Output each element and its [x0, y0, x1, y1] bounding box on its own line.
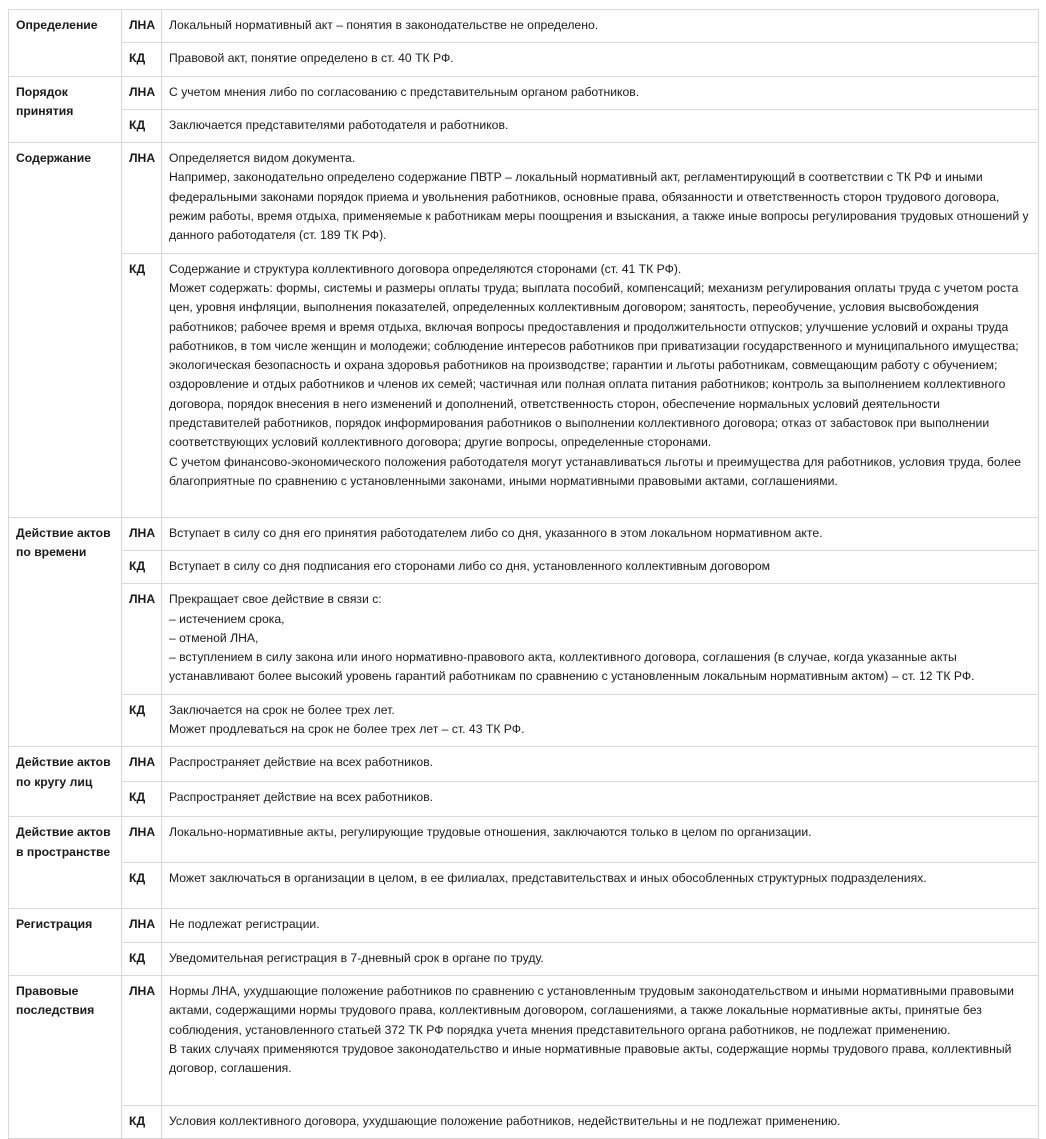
- table-row: [9, 909, 1039, 942]
- section-title: Определение: [9, 10, 122, 77]
- description-cell: [162, 817, 1039, 863]
- section-title: Действие актов в пространстве: [9, 817, 122, 909]
- act-type-label: ЛНА: [122, 76, 162, 109]
- description-cell: [162, 550, 1039, 583]
- act-type-label: КД: [122, 43, 162, 76]
- table-row: [9, 975, 1039, 1105]
- description-line: С учетом финансово-экономического положения работодателя могут устанавливаться льготы и преимущества для работников, условия труда, более благоприятные по сравнению с установленными законами, иными нормативными правовыми актами, соглашениями.: [169, 454, 1022, 488]
- table-row: [9, 143, 1039, 253]
- description-line: Локальный нормативный акт – понятия в законодательстве не определено.: [169, 18, 599, 32]
- table-row: [9, 782, 1039, 817]
- description-line: – вступлением в силу закона или иного нормативно-правового акта, коллективного договора, соглашения (в случае, когда указанные акты устанавливают более высокий уровень гарантий работникам по сравнению с установленным локальным нормативным актом) – ст. 12 ТК РФ.: [169, 650, 975, 684]
- description-cell: [162, 253, 1039, 517]
- description-line: Нормы ЛНА, ухудшающие положение работников по сравнению с установленным трудовым законодательством и иными нормативными правовыми актами, содержащими нормы трудового права, коллективным договором, соглашениями, а также локальные нормативные акты, принятые без соблюдения, установленного статьей 372 ТК РФ порядка учета мнения представительного органа работников, не подлежат применению.: [169, 983, 1014, 1037]
- description-line: В таких случаях применяются трудовое законодательство и иные нормативные правовые акты, содержащие нормы трудового права, коллективный договор, соглашения.: [169, 1041, 1012, 1076]
- description-line: Вступает в силу со дня его принятия работодателем либо со дня, указанного в этом локальном нормативном акте.: [169, 525, 823, 540]
- section-title: Действие актов по кругу лиц: [9, 747, 122, 817]
- description-line: Может заключаться в организации в целом, в ее филиалах, представительствах и иных обособленных структурных подразделениях.: [169, 871, 927, 886]
- description-line: – истечением срока,: [169, 611, 285, 626]
- description-cell: [162, 863, 1039, 909]
- description-line: – отменой ЛНА,: [169, 630, 259, 645]
- description-cell: [162, 43, 1039, 76]
- act-type-label: ЛНА: [122, 909, 162, 942]
- comparison-table: [8, 9, 1039, 1139]
- description-cell: [162, 694, 1039, 747]
- act-type-label: КД: [122, 694, 162, 747]
- description-cell: [162, 517, 1039, 550]
- description-cell: [162, 747, 1039, 782]
- table-row: [9, 942, 1039, 975]
- description-cell: [162, 942, 1039, 975]
- act-type-label: КД: [122, 109, 162, 142]
- description-line: Вступает в силу со дня подписания его сторонами либо со дня, установленного коллективным договором: [169, 558, 771, 573]
- act-type-label: ЛНА: [122, 584, 162, 694]
- section-title: Содержание: [9, 143, 122, 517]
- description-line: Например, законодательно определено содержание ПВТР – локальный нормативный акт, регламентирующий в соответствии с ТК РФ и иными федеральными законами порядок приема и увольнения работников, основные права, обязанности и ответственность сторон трудового договора, режим работы, время отдыха, применяемые к работникам меры поощрения и взыскания, а также иные вопросы регулирования трудовых отношений у данного работодателя (ст. 189 ТК РФ).: [169, 170, 1029, 243]
- act-type-label: КД: [122, 942, 162, 975]
- description-line: Может содержать: формы, системы и размеры оплаты труда; выплата пособий, компенсаций; механизм регулирования оплаты труда с учетом роста цен, уровня инфляции, выполнения показателей, определенных коллективным договором; занятость, переобучение, условия высвобождения работников; рабочее время и время отдыха, включая вопросы предоставления и продолжительности отпусков; улучшение условий и охраны труда работников, в том числе женщин и молодежи; соблюдение интересов работников при приватизации государственного и муниципального имущества; экологическая безопасность и охрана здоровья работников на производстве; гарантии и льготы работникам, совмещающим работу с обучением; оздоровление и отдых работников и членов их семей; частичная или полная оплата питания работников; контроль за выполнением коллективного договора, порядок внесения в него изменений и дополнений, ответственность сторон, обеспечение нормальных условий деятельности представителей работников, порядок информирования работников о выполнении коллективного договора; отказ от забастовок при выполнении соответствующих условий коллективного договора; другие вопросы, определенные сторонами.: [169, 280, 1019, 450]
- act-type-label: ЛНА: [122, 817, 162, 863]
- description-cell: [162, 76, 1039, 109]
- act-type-label: ЛНА: [122, 10, 162, 43]
- table-row: [9, 584, 1039, 694]
- description-line: Заключается представителями работодателя и работников.: [169, 117, 509, 132]
- act-type-label: ЛНА: [122, 143, 162, 253]
- description-line: Уведомительная регистрация в 7-дневный срок в органе по труду.: [169, 950, 544, 965]
- act-type-label: КД: [122, 550, 162, 583]
- description-cell: [162, 10, 1039, 43]
- act-type-label: КД: [122, 253, 162, 517]
- table-row: [9, 694, 1039, 747]
- table-row: [9, 43, 1039, 76]
- description-line: Распространяет действие на всех работников.: [169, 790, 434, 805]
- description-line: Прекращает свое действие в связи с:: [169, 592, 382, 607]
- description-cell: [162, 109, 1039, 142]
- table-row: [9, 817, 1039, 863]
- description-cell: [162, 975, 1039, 1105]
- description-cell: [162, 1105, 1039, 1138]
- description-line: Заключается на срок не более трех лет.: [169, 702, 395, 717]
- description-cell: [162, 143, 1039, 253]
- table-row: [9, 76, 1039, 109]
- table-row: [9, 517, 1039, 550]
- section-title: Порядок принятия: [9, 76, 122, 143]
- comparison-table-body: [9, 10, 1039, 1139]
- description-cell: [162, 584, 1039, 694]
- act-type-label: ЛНА: [122, 747, 162, 782]
- description-line: С учетом мнения либо по согласованию с представительным органом работников.: [169, 84, 640, 99]
- act-type-label: КД: [122, 863, 162, 909]
- table-row: [9, 550, 1039, 583]
- table-row: [9, 253, 1039, 517]
- table-row: [9, 10, 1039, 43]
- description-line: Может продлеваться на срок не более трех лет – ст. 43 ТК РФ.: [169, 722, 525, 737]
- act-type-label: ЛНА: [122, 975, 162, 1105]
- description-line: Не подлежат регистрации.: [169, 917, 320, 932]
- table-row: [9, 109, 1039, 142]
- act-type-label: ЛНА: [122, 517, 162, 550]
- description-line: Локально-нормативные акты, регулирующие трудовые отношения, заключаются только в целом по организации.: [169, 825, 812, 840]
- description-cell: [162, 909, 1039, 942]
- description-line: Определяется видом документа.: [169, 151, 356, 166]
- description-line: Содержание и структура коллективного договора определяются сторонами (ст. 41 ТК РФ).: [169, 261, 682, 276]
- table-row: [9, 1105, 1039, 1138]
- table-row: [9, 863, 1039, 909]
- section-title: Правовые последствия: [9, 975, 122, 1138]
- act-type-label: КД: [122, 1105, 162, 1138]
- description-cell: [162, 782, 1039, 817]
- act-type-label: КД: [122, 782, 162, 817]
- table-row: [9, 747, 1039, 782]
- description-line: Распространяет действие на всех работников.: [169, 755, 434, 770]
- description-line: Условия коллективного договора, ухудшающие положение работников, недействительны и не подлежат применению.: [169, 1113, 841, 1128]
- section-title: Действие актов по времени: [9, 517, 122, 747]
- section-title: Регистрация: [9, 909, 122, 976]
- description-line: Правовой акт, понятие определено в ст. 40 ТК РФ.: [169, 51, 454, 66]
